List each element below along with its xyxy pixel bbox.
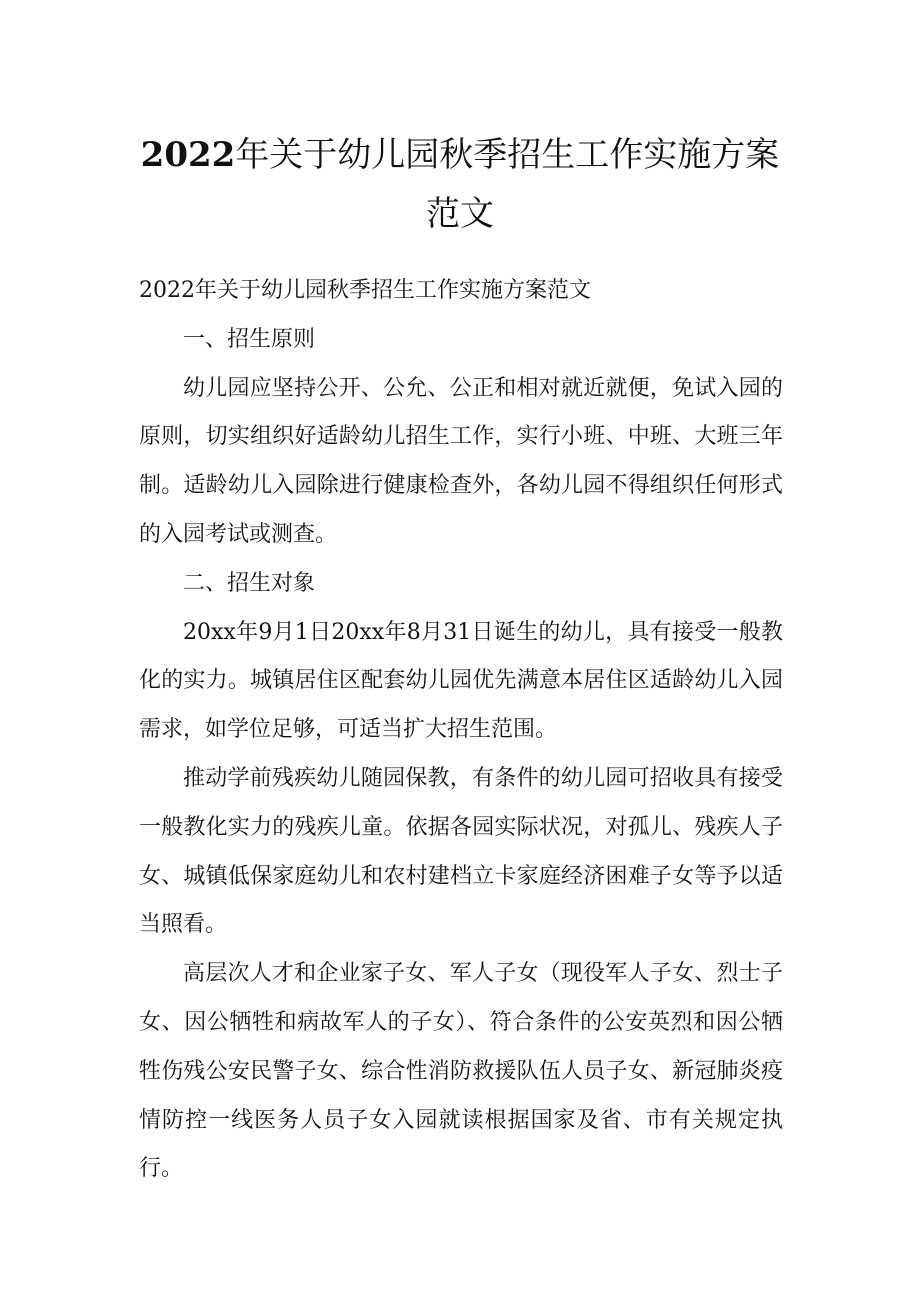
title-year: 2022 — [140, 135, 236, 175]
section-heading-targets: 二、招生对象 — [183, 570, 316, 596]
paragraph-eligibility: 20xx年9月1日20xx年8月31日诞生的幼儿，具有接受一般教化的实力。城镇居住区配套幼儿园优先满意本居住区适龄幼儿入园需求，如学位足够，可适当扩大招生范围。 — [139, 619, 783, 743]
paragraph-special-needs: 推动学前残疾幼儿随园保教，有条件的幼儿园可招收具有接受一般教化实力的残疾儿童。依据各园实际状况，对孤儿、残疾人子女、城镇低保家庭幼儿和农村建档立卡家庭经济困难子女等予以适当照看。 — [139, 765, 783, 938]
paragraph-principles: 幼儿园应坚持公开、公允、公正和相对就近就便，免试入园的原则，切实组织好适龄幼儿招生工作，实行小班、中班、大班三年制。适龄幼儿入园除进行健康检查外，各幼儿园不得组织任何形式的入园考试或测查。 — [139, 375, 783, 547]
document-title — [60, 135, 860, 175]
title-text: 年关于幼儿园秋季招生工作实施方案 — [235, 135, 780, 175]
paragraph-priority-groups: 高层次人才和企业家子女、军人子女（现役军人子女、烈士子女、因公牺牲和病故军人的子女）、符合条件的公安英烈和因公牺牲伤残公安民警子女、综合性消防救援队伍人员子女、新冠肺炎疫情防控一线医务人员子女入园就读根据国家及省、市有关规定执行。 — [139, 961, 783, 1182]
document-body — [139, 267, 783, 1194]
section-heading-principles: 一、招生原则 — [183, 326, 316, 352]
document-subtitle: 2022年关于幼儿园秋季招生工作实施方案范文 — [139, 278, 591, 303]
document-title-line2: 范文 — [426, 194, 494, 234]
